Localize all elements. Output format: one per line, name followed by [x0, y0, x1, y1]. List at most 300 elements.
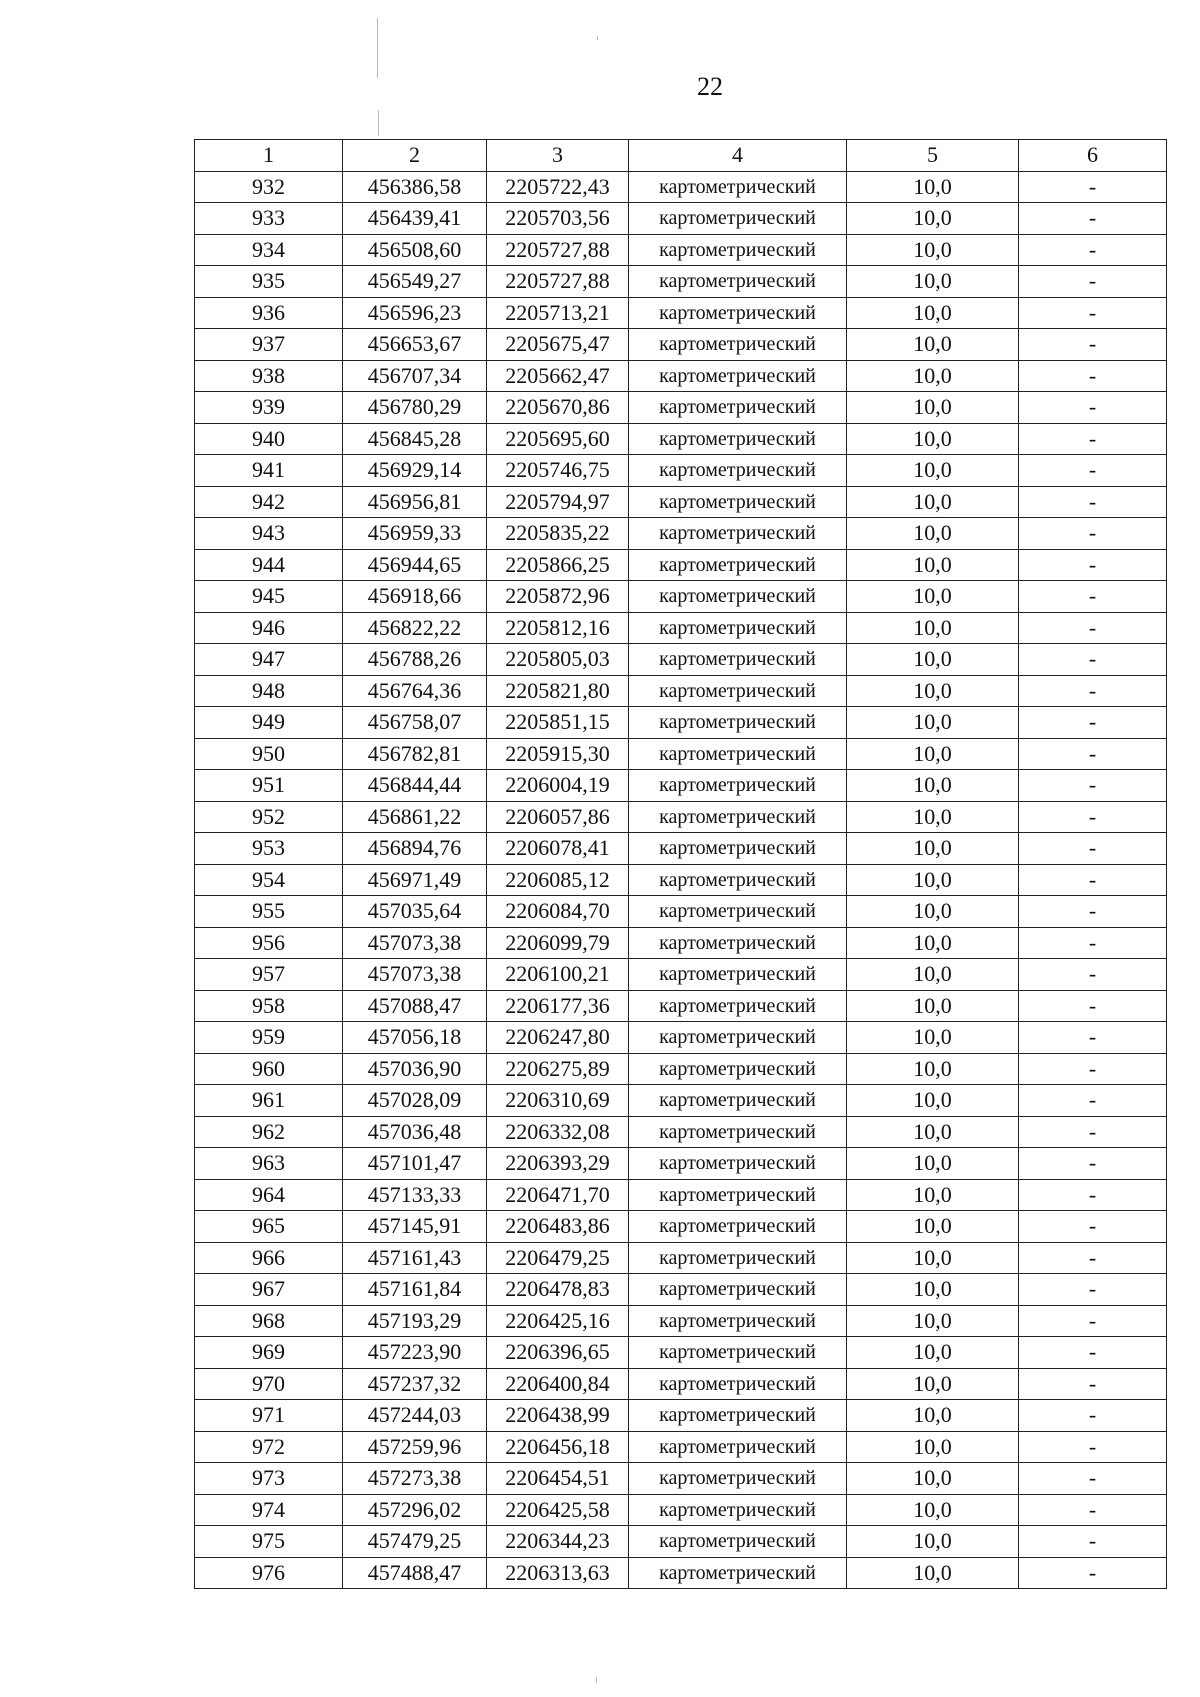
- point-number-cell: 943: [195, 518, 343, 550]
- table-row: [195, 1274, 1167, 1306]
- y-coordinate-cell: 2206099,79: [487, 927, 629, 959]
- y-coordinate-cell: 2205695,60: [487, 423, 629, 455]
- table-row: [195, 1400, 1167, 1432]
- x-coordinate-cell: 457296,02: [343, 1494, 487, 1526]
- accuracy-cell: 10,0: [847, 1022, 1019, 1054]
- point-number-cell: 935: [195, 266, 343, 298]
- description-cell: -: [1019, 423, 1167, 455]
- point-number-cell: 954: [195, 864, 343, 896]
- description-cell: -: [1019, 896, 1167, 928]
- x-coordinate-cell: 456894,76: [343, 833, 487, 865]
- table-row: [195, 644, 1167, 676]
- y-coordinate-cell: 2206425,16: [487, 1305, 629, 1337]
- table-row: [195, 1085, 1167, 1117]
- description-cell: -: [1019, 738, 1167, 770]
- description-cell: -: [1019, 518, 1167, 550]
- method-cell: картометрический: [629, 1463, 847, 1495]
- point-number-cell: 956: [195, 927, 343, 959]
- description-cell: -: [1019, 171, 1167, 203]
- y-coordinate-cell: 2206275,89: [487, 1053, 629, 1085]
- point-number-cell: 940: [195, 423, 343, 455]
- y-coordinate-cell: 2205872,96: [487, 581, 629, 613]
- y-coordinate-cell: 2205835,22: [487, 518, 629, 550]
- table-row: [195, 833, 1167, 865]
- accuracy-cell: 10,0: [847, 612, 1019, 644]
- y-coordinate-cell: 2205812,16: [487, 612, 629, 644]
- x-coordinate-cell: 457035,64: [343, 896, 487, 928]
- point-number-cell: 973: [195, 1463, 343, 1495]
- x-coordinate-cell: 457056,18: [343, 1022, 487, 1054]
- point-number-cell: 961: [195, 1085, 343, 1117]
- point-number-cell: 964: [195, 1179, 343, 1211]
- x-coordinate-cell: 457101,47: [343, 1148, 487, 1180]
- column-header: 2: [343, 140, 487, 172]
- y-coordinate-cell: 2205675,47: [487, 329, 629, 361]
- page-number: 22: [697, 72, 723, 101]
- x-coordinate-cell: 456386,58: [343, 171, 487, 203]
- y-coordinate-cell: 2205713,21: [487, 297, 629, 329]
- method-cell: картометрический: [629, 1431, 847, 1463]
- table-row: [195, 518, 1167, 550]
- table-row: [195, 1494, 1167, 1526]
- point-number-cell: 970: [195, 1368, 343, 1400]
- y-coordinate-cell: 2206247,80: [487, 1022, 629, 1054]
- x-coordinate-cell: 457223,90: [343, 1337, 487, 1369]
- method-cell: картометрический: [629, 266, 847, 298]
- x-coordinate-cell: 457036,90: [343, 1053, 487, 1085]
- table-row: [195, 486, 1167, 518]
- accuracy-cell: 10,0: [847, 1526, 1019, 1558]
- table-row: [195, 990, 1167, 1022]
- x-coordinate-cell: 456944,65: [343, 549, 487, 581]
- y-coordinate-cell: 2206313,63: [487, 1557, 629, 1589]
- method-cell: картометрический: [629, 234, 847, 266]
- method-cell: картометрический: [629, 1337, 847, 1369]
- table-row: [195, 1148, 1167, 1180]
- method-cell: картометрический: [629, 1211, 847, 1243]
- x-coordinate-cell: 456959,33: [343, 518, 487, 550]
- y-coordinate-cell: 2205821,80: [487, 675, 629, 707]
- description-cell: -: [1019, 1116, 1167, 1148]
- x-coordinate-cell: 456971,49: [343, 864, 487, 896]
- table-row: [195, 581, 1167, 613]
- description-cell: -: [1019, 392, 1167, 424]
- point-number-cell: 946: [195, 612, 343, 644]
- table-row: [195, 455, 1167, 487]
- accuracy-cell: 10,0: [847, 1337, 1019, 1369]
- accuracy-cell: 10,0: [847, 1116, 1019, 1148]
- column-header: 1: [195, 140, 343, 172]
- accuracy-cell: 10,0: [847, 297, 1019, 329]
- scan-artifact: [596, 1677, 597, 1683]
- accuracy-cell: 10,0: [847, 738, 1019, 770]
- scan-artifact: [597, 36, 598, 40]
- point-number-cell: 962: [195, 1116, 343, 1148]
- table-row: [195, 927, 1167, 959]
- accuracy-cell: 10,0: [847, 1431, 1019, 1463]
- x-coordinate-cell: 456782,81: [343, 738, 487, 770]
- column-header: 5: [847, 140, 1019, 172]
- y-coordinate-cell: 2205662,47: [487, 360, 629, 392]
- y-coordinate-cell: 2206085,12: [487, 864, 629, 896]
- x-coordinate-cell: 457273,38: [343, 1463, 487, 1495]
- description-cell: -: [1019, 770, 1167, 802]
- accuracy-cell: 10,0: [847, 392, 1019, 424]
- y-coordinate-cell: 2206471,70: [487, 1179, 629, 1211]
- accuracy-cell: 10,0: [847, 1211, 1019, 1243]
- description-cell: -: [1019, 1400, 1167, 1432]
- x-coordinate-cell: 457161,43: [343, 1242, 487, 1274]
- method-cell: картометрический: [629, 896, 847, 928]
- method-cell: картометрический: [629, 927, 847, 959]
- y-coordinate-cell: 2206004,19: [487, 770, 629, 802]
- x-coordinate-cell: 456439,41: [343, 203, 487, 235]
- accuracy-cell: 10,0: [847, 990, 1019, 1022]
- method-cell: картометрический: [629, 392, 847, 424]
- table-row: [195, 203, 1167, 235]
- method-cell: картометрический: [629, 297, 847, 329]
- description-cell: -: [1019, 1211, 1167, 1243]
- accuracy-cell: 10,0: [847, 801, 1019, 833]
- point-number-cell: 938: [195, 360, 343, 392]
- method-cell: картометрический: [629, 1400, 847, 1432]
- method-cell: картометрический: [629, 1305, 847, 1337]
- y-coordinate-cell: 2205794,97: [487, 486, 629, 518]
- point-number-cell: 944: [195, 549, 343, 581]
- accuracy-cell: 10,0: [847, 1494, 1019, 1526]
- description-cell: -: [1019, 1022, 1167, 1054]
- description-cell: -: [1019, 360, 1167, 392]
- method-cell: картометрический: [629, 518, 847, 550]
- accuracy-cell: 10,0: [847, 927, 1019, 959]
- x-coordinate-cell: 456653,67: [343, 329, 487, 361]
- description-cell: -: [1019, 1494, 1167, 1526]
- method-cell: картометрический: [629, 549, 847, 581]
- method-cell: картометрический: [629, 1557, 847, 1589]
- point-number-cell: 939: [195, 392, 343, 424]
- point-number-cell: 972: [195, 1431, 343, 1463]
- table-row: [195, 392, 1167, 424]
- table-row: [195, 1337, 1167, 1369]
- accuracy-cell: 10,0: [847, 707, 1019, 739]
- x-coordinate-cell: 457028,09: [343, 1085, 487, 1117]
- table-header-row: [195, 140, 1167, 172]
- description-cell: -: [1019, 1526, 1167, 1558]
- method-cell: картометрический: [629, 171, 847, 203]
- x-coordinate-cell: 456596,23: [343, 297, 487, 329]
- table-row: [195, 1431, 1167, 1463]
- table-row: [195, 266, 1167, 298]
- method-cell: картометрический: [629, 1494, 847, 1526]
- accuracy-cell: 10,0: [847, 1148, 1019, 1180]
- table-row: [195, 707, 1167, 739]
- table-row: [195, 1053, 1167, 1085]
- accuracy-cell: 10,0: [847, 1305, 1019, 1337]
- description-cell: -: [1019, 1085, 1167, 1117]
- x-coordinate-cell: 457259,96: [343, 1431, 487, 1463]
- y-coordinate-cell: 2205722,43: [487, 171, 629, 203]
- method-cell: картометрический: [629, 990, 847, 1022]
- point-number-cell: 934: [195, 234, 343, 266]
- point-number-cell: 936: [195, 297, 343, 329]
- table-row: [195, 171, 1167, 203]
- accuracy-cell: 10,0: [847, 1557, 1019, 1589]
- point-number-cell: 966: [195, 1242, 343, 1274]
- y-coordinate-cell: 2205727,88: [487, 266, 629, 298]
- point-number-cell: 975: [195, 1526, 343, 1558]
- table-row: [195, 612, 1167, 644]
- x-coordinate-cell: 456707,34: [343, 360, 487, 392]
- table-row: [195, 770, 1167, 802]
- method-cell: картометрический: [629, 959, 847, 991]
- accuracy-cell: 10,0: [847, 234, 1019, 266]
- y-coordinate-cell: 2205670,86: [487, 392, 629, 424]
- point-number-cell: 958: [195, 990, 343, 1022]
- y-coordinate-cell: 2206456,18: [487, 1431, 629, 1463]
- x-coordinate-cell: 457244,03: [343, 1400, 487, 1432]
- y-coordinate-cell: 2205851,15: [487, 707, 629, 739]
- x-coordinate-cell: 457145,91: [343, 1211, 487, 1243]
- x-coordinate-cell: 457488,47: [343, 1557, 487, 1589]
- table-row: [195, 423, 1167, 455]
- table-row: [195, 1305, 1167, 1337]
- method-cell: картометрический: [629, 864, 847, 896]
- point-number-cell: 959: [195, 1022, 343, 1054]
- x-coordinate-cell: 456956,81: [343, 486, 487, 518]
- accuracy-cell: 10,0: [847, 1242, 1019, 1274]
- x-coordinate-cell: 456822,22: [343, 612, 487, 644]
- point-number-cell: 967: [195, 1274, 343, 1306]
- accuracy-cell: 10,0: [847, 581, 1019, 613]
- y-coordinate-cell: 2206084,70: [487, 896, 629, 928]
- x-coordinate-cell: 457073,38: [343, 959, 487, 991]
- accuracy-cell: 10,0: [847, 1368, 1019, 1400]
- x-coordinate-cell: 457161,84: [343, 1274, 487, 1306]
- method-cell: картометрический: [629, 203, 847, 235]
- point-number-cell: 968: [195, 1305, 343, 1337]
- x-coordinate-cell: 456780,29: [343, 392, 487, 424]
- accuracy-cell: 10,0: [847, 1053, 1019, 1085]
- description-cell: -: [1019, 1053, 1167, 1085]
- point-number-cell: 974: [195, 1494, 343, 1526]
- table-row: [195, 1211, 1167, 1243]
- y-coordinate-cell: 2206396,65: [487, 1337, 629, 1369]
- point-number-cell: 937: [195, 329, 343, 361]
- description-cell: -: [1019, 329, 1167, 361]
- method-cell: картометрический: [629, 329, 847, 361]
- accuracy-cell: 10,0: [847, 864, 1019, 896]
- description-cell: -: [1019, 801, 1167, 833]
- table-row: [195, 297, 1167, 329]
- table-row: [195, 1557, 1167, 1589]
- accuracy-cell: 10,0: [847, 455, 1019, 487]
- description-cell: -: [1019, 927, 1167, 959]
- method-cell: картометрический: [629, 644, 847, 676]
- column-header: 6: [1019, 140, 1167, 172]
- accuracy-cell: 10,0: [847, 675, 1019, 707]
- description-cell: -: [1019, 1337, 1167, 1369]
- description-cell: -: [1019, 612, 1167, 644]
- y-coordinate-cell: 2206454,51: [487, 1463, 629, 1495]
- description-cell: -: [1019, 1242, 1167, 1274]
- point-number-cell: 932: [195, 171, 343, 203]
- description-cell: -: [1019, 1148, 1167, 1180]
- point-number-cell: 969: [195, 1337, 343, 1369]
- x-coordinate-cell: 456918,66: [343, 581, 487, 613]
- method-cell: картометрический: [629, 707, 847, 739]
- method-cell: картометрический: [629, 833, 847, 865]
- point-number-cell: 965: [195, 1211, 343, 1243]
- method-cell: картометрический: [629, 486, 847, 518]
- column-header: 3: [487, 140, 629, 172]
- x-coordinate-cell: 456758,07: [343, 707, 487, 739]
- table-row: [195, 959, 1167, 991]
- method-cell: картометрический: [629, 1242, 847, 1274]
- accuracy-cell: 10,0: [847, 329, 1019, 361]
- y-coordinate-cell: 2205866,25: [487, 549, 629, 581]
- column-header: 4: [629, 140, 847, 172]
- description-cell: -: [1019, 297, 1167, 329]
- x-coordinate-cell: 457036,48: [343, 1116, 487, 1148]
- accuracy-cell: 10,0: [847, 549, 1019, 581]
- scan-artifact: [377, 18, 378, 78]
- table-row: [195, 1242, 1167, 1274]
- description-cell: -: [1019, 959, 1167, 991]
- y-coordinate-cell: 2206478,83: [487, 1274, 629, 1306]
- description-cell: -: [1019, 644, 1167, 676]
- y-coordinate-cell: 2206344,23: [487, 1526, 629, 1558]
- description-cell: -: [1019, 1179, 1167, 1211]
- table-row: [195, 675, 1167, 707]
- description-cell: -: [1019, 1431, 1167, 1463]
- x-coordinate-cell: 456861,22: [343, 801, 487, 833]
- method-cell: картометрический: [629, 1274, 847, 1306]
- accuracy-cell: 10,0: [847, 171, 1019, 203]
- accuracy-cell: 10,0: [847, 896, 1019, 928]
- accuracy-cell: 10,0: [847, 1179, 1019, 1211]
- x-coordinate-cell: 456549,27: [343, 266, 487, 298]
- accuracy-cell: 10,0: [847, 644, 1019, 676]
- table-row: [195, 1463, 1167, 1495]
- description-cell: -: [1019, 864, 1167, 896]
- point-number-cell: 951: [195, 770, 343, 802]
- description-cell: -: [1019, 549, 1167, 581]
- table-row: [195, 549, 1167, 581]
- y-coordinate-cell: 2205915,30: [487, 738, 629, 770]
- point-number-cell: 957: [195, 959, 343, 991]
- y-coordinate-cell: 2205703,56: [487, 203, 629, 235]
- point-number-cell: 949: [195, 707, 343, 739]
- method-cell: картометрический: [629, 738, 847, 770]
- accuracy-cell: 10,0: [847, 360, 1019, 392]
- point-number-cell: 971: [195, 1400, 343, 1432]
- x-coordinate-cell: 456929,14: [343, 455, 487, 487]
- description-cell: -: [1019, 1274, 1167, 1306]
- method-cell: картометрический: [629, 360, 847, 392]
- accuracy-cell: 10,0: [847, 486, 1019, 518]
- accuracy-cell: 10,0: [847, 833, 1019, 865]
- table-row: [195, 801, 1167, 833]
- point-number-cell: 963: [195, 1148, 343, 1180]
- description-cell: -: [1019, 707, 1167, 739]
- description-cell: -: [1019, 266, 1167, 298]
- x-coordinate-cell: 456788,26: [343, 644, 487, 676]
- accuracy-cell: 10,0: [847, 1400, 1019, 1432]
- point-number-cell: 952: [195, 801, 343, 833]
- method-cell: картометрический: [629, 801, 847, 833]
- description-cell: -: [1019, 990, 1167, 1022]
- method-cell: картометрический: [629, 423, 847, 455]
- accuracy-cell: 10,0: [847, 1085, 1019, 1117]
- method-cell: картометрический: [629, 1116, 847, 1148]
- y-coordinate-cell: 2206483,86: [487, 1211, 629, 1243]
- accuracy-cell: 10,0: [847, 770, 1019, 802]
- description-cell: -: [1019, 833, 1167, 865]
- x-coordinate-cell: 456845,28: [343, 423, 487, 455]
- x-coordinate-cell: 457073,38: [343, 927, 487, 959]
- description-cell: -: [1019, 1557, 1167, 1589]
- method-cell: картометрический: [629, 770, 847, 802]
- table-row: [195, 1022, 1167, 1054]
- y-coordinate-cell: 2206425,58: [487, 1494, 629, 1526]
- point-number-cell: 942: [195, 486, 343, 518]
- x-coordinate-cell: 456844,44: [343, 770, 487, 802]
- method-cell: картометрический: [629, 1148, 847, 1180]
- point-number-cell: 960: [195, 1053, 343, 1085]
- point-number-cell: 953: [195, 833, 343, 865]
- accuracy-cell: 10,0: [847, 518, 1019, 550]
- point-number-cell: 945: [195, 581, 343, 613]
- y-coordinate-cell: 2206057,86: [487, 801, 629, 833]
- description-cell: -: [1019, 675, 1167, 707]
- accuracy-cell: 10,0: [847, 203, 1019, 235]
- table-row: [195, 738, 1167, 770]
- y-coordinate-cell: 2206479,25: [487, 1242, 629, 1274]
- y-coordinate-cell: 2206438,99: [487, 1400, 629, 1432]
- description-cell: -: [1019, 203, 1167, 235]
- accuracy-cell: 10,0: [847, 1274, 1019, 1306]
- method-cell: картометрический: [629, 1179, 847, 1211]
- scan-artifact: [378, 110, 379, 136]
- accuracy-cell: 10,0: [847, 1463, 1019, 1495]
- x-coordinate-cell: 457237,32: [343, 1368, 487, 1400]
- description-cell: -: [1019, 1305, 1167, 1337]
- point-number-cell: 976: [195, 1557, 343, 1589]
- method-cell: картометрический: [629, 455, 847, 487]
- y-coordinate-cell: 2206400,84: [487, 1368, 629, 1400]
- point-number-cell: 941: [195, 455, 343, 487]
- x-coordinate-cell: 457193,29: [343, 1305, 487, 1337]
- x-coordinate-cell: 457479,25: [343, 1526, 487, 1558]
- method-cell: картометрический: [629, 1085, 847, 1117]
- y-coordinate-cell: 2206393,29: [487, 1148, 629, 1180]
- table-row: [195, 1368, 1167, 1400]
- x-coordinate-cell: 457133,33: [343, 1179, 487, 1211]
- accuracy-cell: 10,0: [847, 959, 1019, 991]
- description-cell: -: [1019, 455, 1167, 487]
- y-coordinate-cell: 2205727,88: [487, 234, 629, 266]
- table-row: [195, 1526, 1167, 1558]
- coordinates-table: [194, 139, 1167, 1589]
- y-coordinate-cell: 2205746,75: [487, 455, 629, 487]
- description-cell: -: [1019, 486, 1167, 518]
- table-row: [195, 864, 1167, 896]
- point-number-cell: 948: [195, 675, 343, 707]
- point-number-cell: 955: [195, 896, 343, 928]
- table-row: [195, 1179, 1167, 1211]
- y-coordinate-cell: 2206078,41: [487, 833, 629, 865]
- y-coordinate-cell: 2205805,03: [487, 644, 629, 676]
